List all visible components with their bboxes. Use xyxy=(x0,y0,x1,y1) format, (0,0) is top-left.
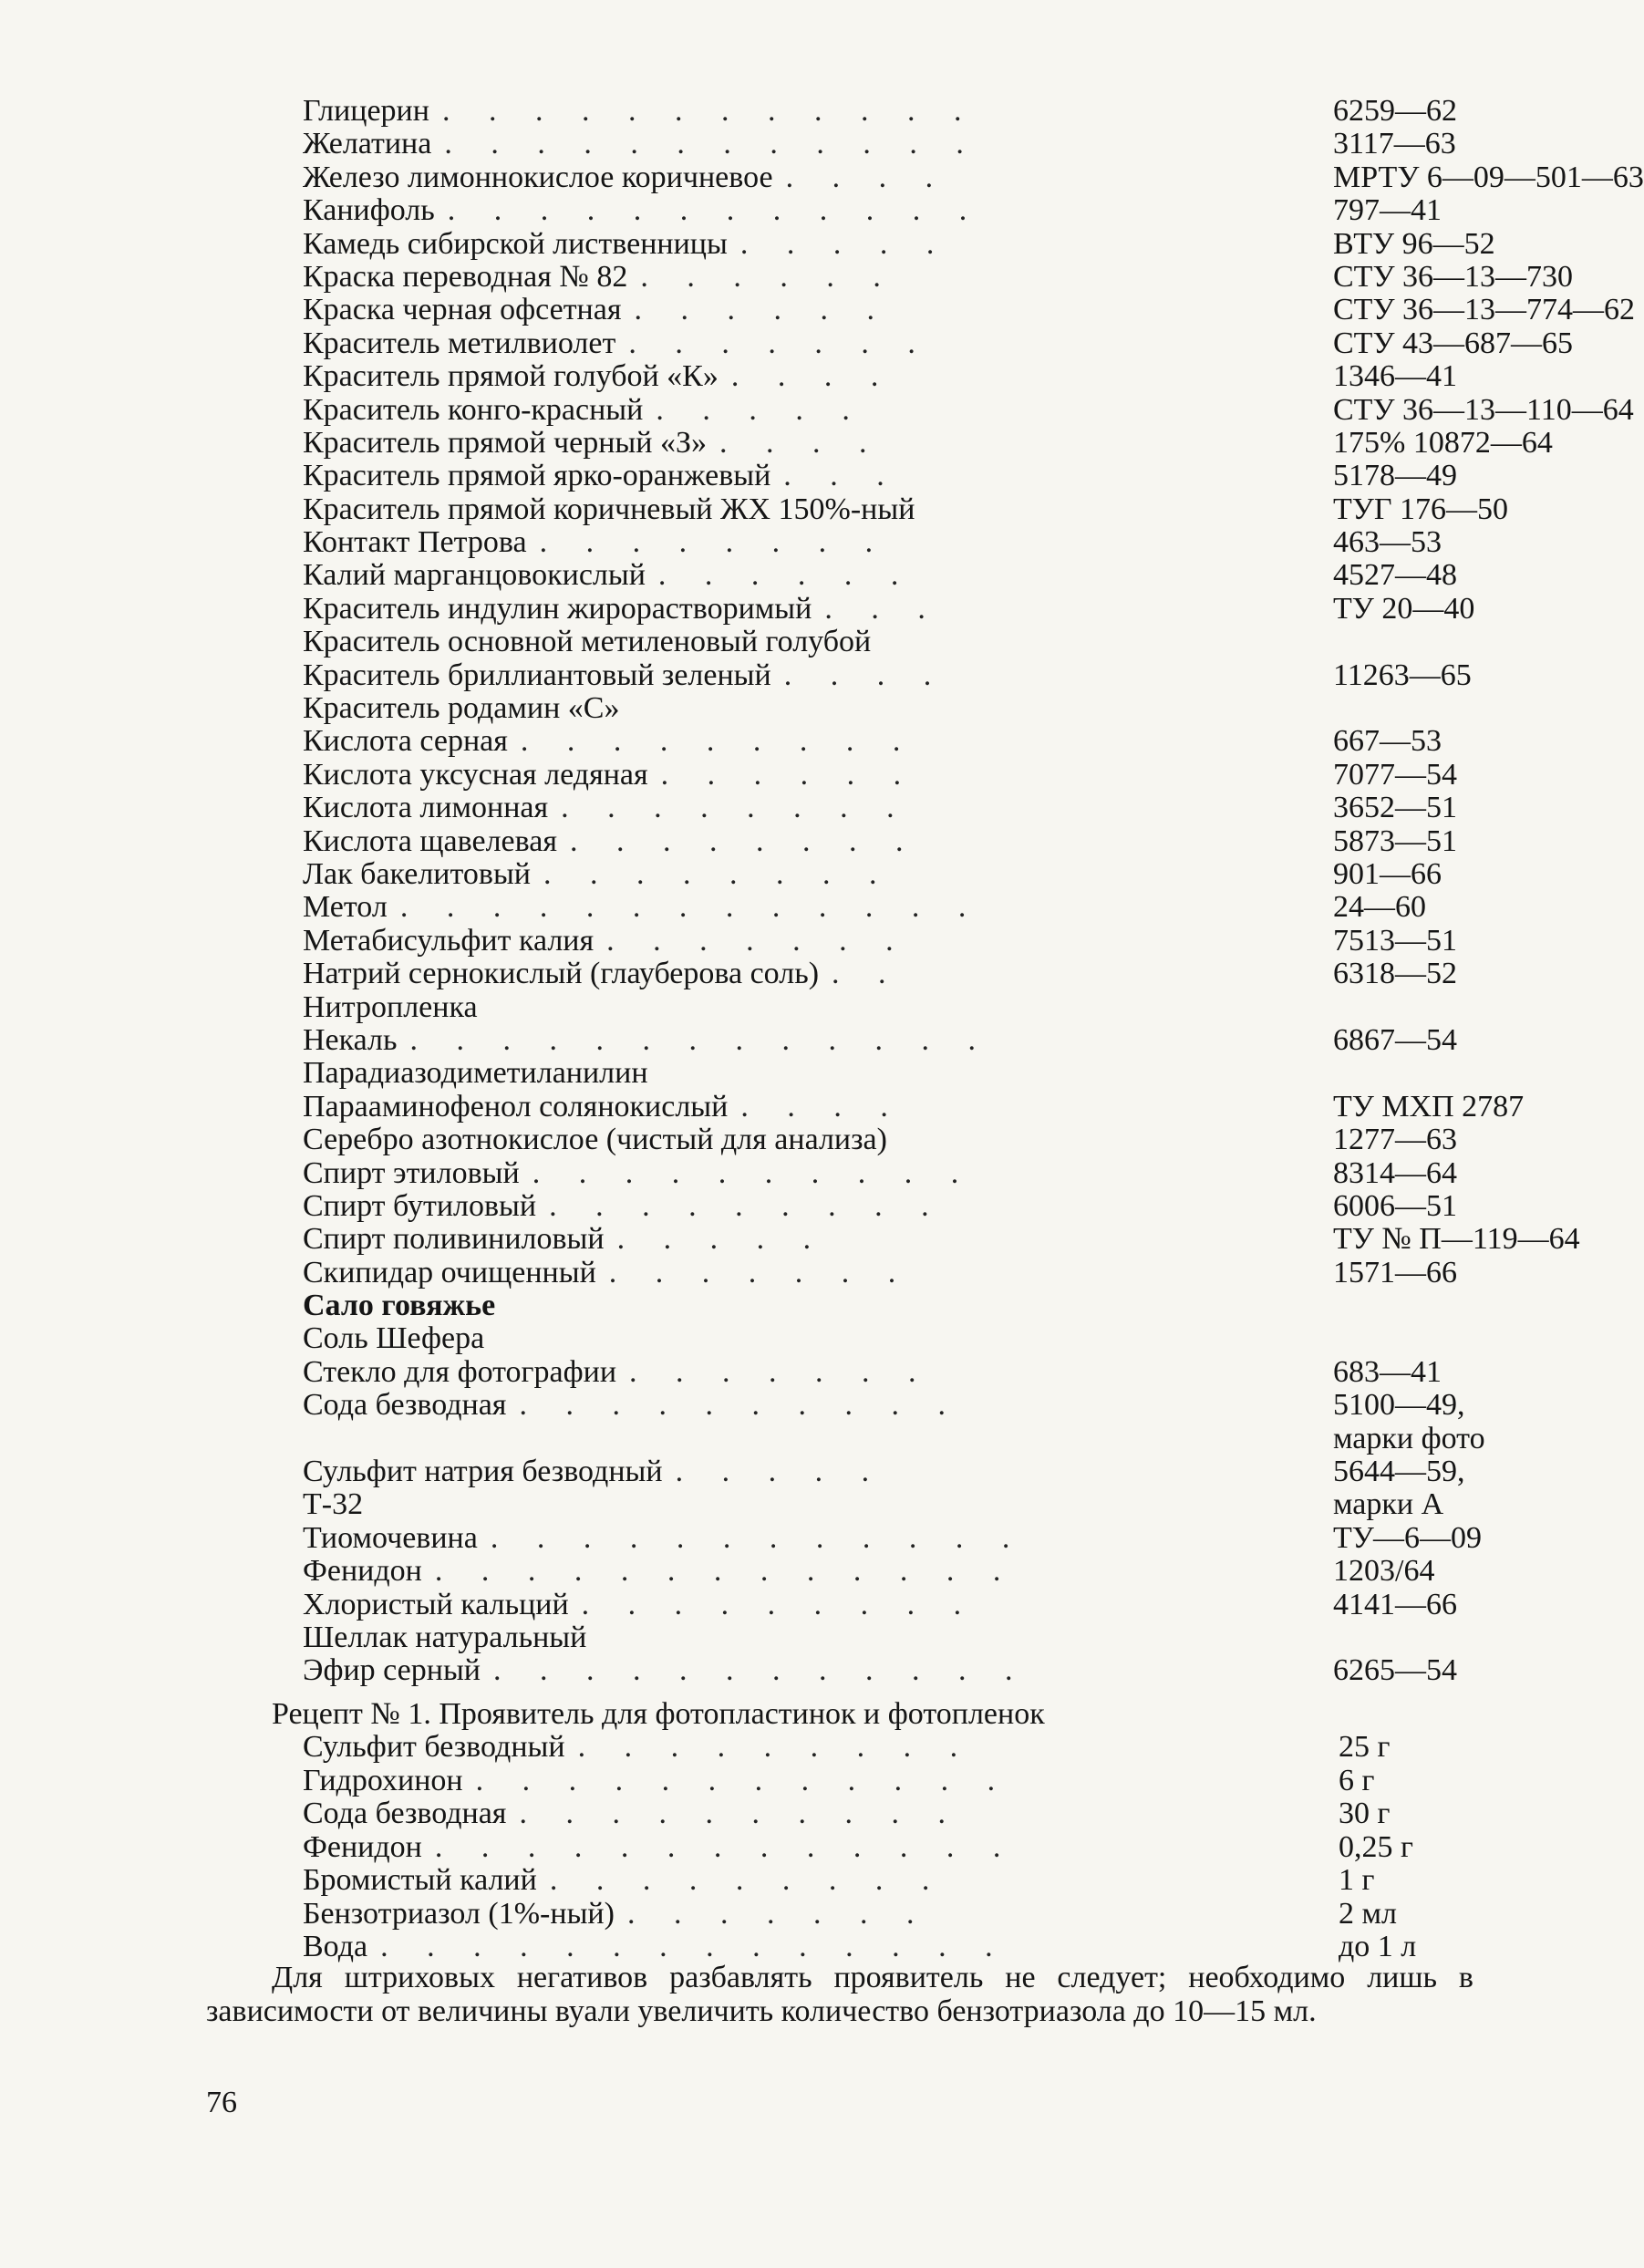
reagent-row xyxy=(303,1322,1470,1355)
dot-leader: . . . . . . . . . . . . . xyxy=(399,890,982,925)
dot-leader: . . xyxy=(832,957,902,991)
reagent-name: Краситель конго-красный xyxy=(303,392,644,427)
reagent-name: Кислота лимонная xyxy=(303,791,549,825)
recipe-ingredient-row xyxy=(303,1930,1417,1964)
reagent-name: Парадиазодиметиланилин xyxy=(303,1056,648,1091)
reagent-name: Краска переводная № 82 xyxy=(303,259,628,294)
reagent-row xyxy=(303,825,1470,858)
reagent-row xyxy=(303,1157,1470,1190)
ingredient-name: Вода xyxy=(303,1930,368,1963)
reagent-row xyxy=(303,1190,1470,1223)
dot-leader: . . . . . . . xyxy=(629,1354,932,1389)
dot-leader: . . . . . . . . . . . . xyxy=(444,127,979,161)
reagent-row xyxy=(303,1257,1470,1289)
reagent-standard: 6006—51 xyxy=(1333,1188,1457,1223)
dot-leader: . . . . . . . . xyxy=(543,856,893,891)
reagent-name: Кислота серная xyxy=(303,724,508,759)
reagent-name: Краситель прямой голубой «К» xyxy=(303,359,719,394)
reagent-standard: 5100—49, xyxy=(1333,1388,1465,1423)
reagent-name: Парааминофенол солянокислый xyxy=(303,1089,729,1124)
dot-leader: . . . . . xyxy=(739,226,950,261)
reagent-standard: СТУ 36—13—774—62 xyxy=(1333,293,1636,327)
reagent-standard: ТУ 20—40 xyxy=(1333,591,1475,626)
dot-leader: . . . . . . . . . . . . . xyxy=(434,1829,1017,1864)
reagent-row xyxy=(303,1057,1470,1090)
reagent-row xyxy=(303,128,1470,161)
reagent-name: Краситель родамин «С» xyxy=(303,691,620,726)
dot-leader: . . . . . . . xyxy=(608,1255,912,1289)
reagent-name: Кислота уксусная ледяная xyxy=(303,757,648,792)
dot-leader: . . . . . . . . . . . . . xyxy=(409,1022,992,1057)
reagent-list xyxy=(303,94,1644,1688)
recipe-ingredient-row xyxy=(303,1896,1397,1931)
reagent-row xyxy=(303,1654,1470,1687)
ingredient-name: Фенидон xyxy=(303,1829,422,1864)
dot-leader: . . . . . . . . xyxy=(561,791,910,825)
reagent-standard: МРТУ 6—09—501—63 xyxy=(1333,160,1644,194)
reagent-standard: 6867—54 xyxy=(1333,1022,1457,1057)
reagent-row xyxy=(303,1621,1470,1654)
reagent-name: Натрий сернокислый (глауберова соль) xyxy=(303,957,820,991)
ingredient-quantity: 2 мл xyxy=(1339,1896,1397,1931)
reagent-row xyxy=(303,360,1470,393)
dot-leader: . . . . . . . . . . . . xyxy=(493,1653,1029,1688)
dot-leader: . . . . . xyxy=(675,1455,885,1489)
reagent-row xyxy=(303,1289,1470,1322)
reagent-row xyxy=(303,1024,1470,1057)
reagent-row xyxy=(303,259,1574,294)
reagent-row xyxy=(303,293,1636,327)
reagent-name: Желатина xyxy=(303,127,432,161)
reagent-row xyxy=(303,425,1553,460)
reagent-standard: ТУ № П—119—64 xyxy=(1333,1222,1580,1257)
reagent-name: Краситель прямой черный «З» xyxy=(303,425,707,460)
reagent-standard: 175% 10872—64 xyxy=(1333,425,1553,460)
reagent-name: Калий марганцовокислый xyxy=(303,558,646,593)
recipe-ingredient-row xyxy=(303,1863,1375,1898)
dot-leader: . . . . . . . . . . xyxy=(532,1155,975,1190)
reagent-standard: ТУ—6—09 xyxy=(1333,1520,1482,1555)
reagent-name: Сульфит натрия безводный xyxy=(303,1455,663,1489)
dot-leader: . . . . . . . . xyxy=(569,823,919,858)
reagent-standard: 3117—63 xyxy=(1333,127,1456,161)
reagent-row xyxy=(303,226,1495,261)
ingredient-name: Гидрохинон xyxy=(303,1763,463,1797)
dot-leader: . . . . . . xyxy=(640,259,896,294)
reagent-row xyxy=(303,392,1634,427)
reagent-standard: 6259—62 xyxy=(1333,94,1457,128)
reagent-standard: СТУ 36—13—730 xyxy=(1333,259,1574,294)
dot-leader: . . . . . . . . . . . . . xyxy=(434,1554,1017,1589)
ingredient-quantity: до 1 л xyxy=(1339,1930,1417,1963)
reagent-standard: 683—41 xyxy=(1333,1354,1442,1389)
reagent-row xyxy=(303,194,1470,227)
reagent-standard: 1346—41 xyxy=(1333,359,1457,394)
recipe-ingredient-list xyxy=(303,1730,1417,1964)
dot-leader: . . . . xyxy=(785,160,949,194)
ingredient-quantity: 25 г xyxy=(1339,1730,1391,1764)
dot-leader: . . . . . . xyxy=(634,293,890,327)
dot-leader: . . . . xyxy=(740,1089,904,1124)
recipe-ingredient-row xyxy=(303,1829,1413,1865)
reagent-name: Канифоль xyxy=(303,193,435,228)
reagent-row xyxy=(303,1488,1470,1521)
dot-leader: . . . . . . . xyxy=(606,923,909,958)
reagent-standard: ТУ МХП 2787 xyxy=(1333,1089,1525,1124)
reagent-name: Нитропленка xyxy=(303,989,478,1024)
reagent-row xyxy=(303,792,1470,824)
reagent-standard: 5873—51 xyxy=(1333,823,1457,858)
usage-note xyxy=(206,1961,1473,2028)
dot-leader: . . . . xyxy=(719,425,883,460)
reagent-name: Эфир серный xyxy=(303,1653,481,1688)
dot-leader: . . . . . . . xyxy=(626,1896,930,1931)
reagent-row xyxy=(303,526,1470,559)
reagent-name: Краситель прямой ярко-оранжевый xyxy=(303,459,771,493)
reagent-name: Краситель основной метиленовый голубой xyxy=(303,625,872,659)
reagent-name: Кислота щавелевая xyxy=(303,823,557,858)
reagent-row xyxy=(303,1389,1470,1422)
reagent-row xyxy=(303,858,1470,891)
dot-leader: . . . . . . . . . xyxy=(549,1863,946,1897)
reagent-name: Серебро азотнокислое (чистый для анализа) xyxy=(303,1123,887,1157)
reagent-standard: 4527—48 xyxy=(1333,558,1457,593)
dot-leader: . . . . . . . . . xyxy=(520,724,916,759)
reagent-name: Соль Шефера xyxy=(303,1321,485,1356)
reagent-standard: 24—60 xyxy=(1333,890,1426,925)
reagent-standard: 667—53 xyxy=(1333,724,1442,759)
ingredient-quantity: 6 г xyxy=(1339,1763,1375,1797)
reagent-row xyxy=(303,160,1644,194)
reagent-name: Краситель индулин жирорастворимый xyxy=(303,591,812,626)
reagent-row xyxy=(303,725,1470,758)
reagent-row xyxy=(303,460,1470,492)
usage-note-text: Для штриховых негативов разбавлять проявитель не следует; необходимо лишь в зависимости от величины вуали увеличить количество бензотриазола до 10—15 мл. xyxy=(206,1961,1473,2028)
reagent-row xyxy=(303,626,1470,658)
dot-leader: . . . . . . . . . . xyxy=(519,1797,961,1830)
reagent-standard: 901—66 xyxy=(1333,856,1442,891)
dot-leader: . . . . . . . . . . xyxy=(519,1388,961,1423)
reagent-name: Сода безводная xyxy=(303,1388,507,1423)
dot-leader: . . . . . . . . xyxy=(539,525,889,560)
reagent-standard: СТУ 36—13—110—64 xyxy=(1333,392,1634,427)
reagent-name: Железо лимоннокислое коричневое xyxy=(303,160,773,194)
dot-leader: . . . . . . . . . . . . xyxy=(475,1763,1011,1797)
reagent-row xyxy=(303,591,1475,626)
reagent-name: Спирт этиловый xyxy=(303,1155,520,1190)
dot-leader: . . . . . xyxy=(656,392,865,427)
reagent-name: Некаль xyxy=(303,1022,398,1057)
reagent-name: Краситель метилвиолет xyxy=(303,326,616,360)
reagent-name: Спирт поливиниловый xyxy=(303,1222,605,1257)
reagent-name: Сало говяжье xyxy=(303,1289,496,1323)
reagent-standard: 5644—59, xyxy=(1333,1455,1465,1489)
reagent-standard: 11263—65 xyxy=(1333,658,1472,692)
reagent-row xyxy=(303,958,1470,990)
reagent-row xyxy=(303,1589,1470,1621)
ingredient-quantity: 1 г xyxy=(1339,1863,1375,1897)
ingredient-quantity: 30 г xyxy=(1339,1797,1391,1830)
dot-leader: . . . . . . . . . xyxy=(581,1587,977,1621)
dot-leader: . . . . xyxy=(730,359,894,394)
dot-leader: . . . . . . . . . . . . xyxy=(490,1520,1026,1555)
dot-leader: . . . . . . . . . xyxy=(549,1188,945,1223)
reagent-standard: СТУ 43—687—65 xyxy=(1333,326,1574,360)
dot-leader: . . . . . . . . . . . . . . xyxy=(380,1930,1008,1963)
dot-leader: . . . . . . . . . . . . xyxy=(447,193,983,228)
reagent-standard: 463—53 xyxy=(1333,525,1442,560)
reagent-name: Камедь сибирской лиственницы xyxy=(303,226,728,261)
reagent-row xyxy=(303,1520,1482,1555)
reagent-name: Краситель бриллиантовый зеленый xyxy=(303,658,771,692)
reagent-name: Контакт Петрова xyxy=(303,525,527,560)
dot-leader: . . . . . . . . . xyxy=(577,1730,974,1764)
ingredient-name: Сода безводная xyxy=(303,1797,507,1830)
reagent-standard: 7513—51 xyxy=(1333,923,1457,958)
reagent-standard: 5178—49 xyxy=(1333,459,1457,493)
reagent-name: Стекло для фотографии xyxy=(303,1354,617,1389)
recipe-ingredient-row xyxy=(303,1730,1391,1765)
reagent-name: Метол xyxy=(303,890,388,925)
reagent-name: Шеллак натуральный xyxy=(303,1620,587,1654)
dot-leader: . . . xyxy=(783,459,900,493)
reagent-row xyxy=(303,759,1470,792)
dot-leader: . . . xyxy=(824,591,941,626)
reagent-name: Фенидон xyxy=(303,1554,422,1589)
reagent-name: Хлористый кальций xyxy=(303,1587,569,1621)
reagent-standard: марки А xyxy=(1333,1487,1444,1522)
reagent-standard: 1277—63 xyxy=(1333,1123,1457,1157)
reagent-row xyxy=(303,326,1574,360)
reagent-row xyxy=(303,1455,1470,1488)
dot-leader: . . . . . . xyxy=(660,757,917,792)
ingredient-name: Бромистый калий xyxy=(303,1863,537,1897)
reagent-row xyxy=(303,1555,1470,1588)
reagent-standard: ТУГ 176—50 xyxy=(1333,492,1508,526)
reagent-standard: 1203/64 xyxy=(1333,1554,1435,1589)
ingredient-name: Сульфит безводный xyxy=(303,1730,565,1764)
reagent-row xyxy=(303,1222,1580,1257)
reagent-name: Краситель прямой коричневый ЖХ 150%-ный xyxy=(303,492,915,526)
reagent-name: Спирт бутиловый xyxy=(303,1188,537,1223)
ingredient-quantity: 0,25 г xyxy=(1339,1829,1413,1864)
reagent-row xyxy=(303,559,1470,592)
reagent-name: Т-32 xyxy=(303,1487,364,1522)
reagent-standard: 3652—51 xyxy=(1333,791,1457,825)
reagent-standard: 1571—66 xyxy=(1333,1255,1457,1289)
reagent-row xyxy=(303,492,1508,526)
reagent-row xyxy=(303,891,1470,924)
recipe-ingredient-row xyxy=(303,1797,1391,1831)
reagent-row xyxy=(303,692,1470,725)
reagent-row xyxy=(303,1421,1485,1455)
ingredient-name: Бензотриазол (1%-ный) xyxy=(303,1896,615,1931)
reagent-row xyxy=(303,991,1470,1024)
reagent-standard: 8314—64 xyxy=(1333,1155,1457,1190)
reagent-row xyxy=(303,95,1470,128)
reagent-name: Лак бакелитовый xyxy=(303,856,531,891)
reagent-standard: 6318—52 xyxy=(1333,957,1457,991)
recipe-title: Рецепт № 1. Проявитель для фотопластинок и фотопленок xyxy=(272,1697,1045,1731)
reagent-name: Тиомочевина xyxy=(303,1520,478,1555)
reagent-standard: 4141—66 xyxy=(1333,1587,1457,1621)
reagent-standard: марки фото xyxy=(1333,1421,1485,1455)
reagent-name: Метабисульфит калия xyxy=(303,923,595,958)
dot-leader: . . . . . . . . . . . . xyxy=(441,94,977,128)
dot-leader: . . . . . . xyxy=(657,558,915,593)
reagent-name: Глицерин xyxy=(303,94,429,128)
reagent-row xyxy=(303,1089,1525,1124)
reagent-name: Краска черная офсетная xyxy=(303,293,622,327)
reagent-standard: 6265—54 xyxy=(1333,1653,1457,1688)
reagent-standard: 7077—54 xyxy=(1333,757,1457,792)
reagent-name: Скипидар очищенный xyxy=(303,1255,596,1289)
recipe-ingredient-row xyxy=(303,1763,1375,1798)
reagent-standard: 797—41 xyxy=(1333,193,1442,228)
reagent-row xyxy=(303,659,1470,692)
page-number: 76 xyxy=(206,2086,237,2119)
dot-leader: . . . . xyxy=(783,658,947,692)
dot-leader: . . . . . . . xyxy=(628,326,931,360)
dot-leader: . . . . . xyxy=(616,1222,827,1257)
reagent-row xyxy=(303,925,1470,958)
reagent-row xyxy=(303,1356,1470,1389)
reagent-row xyxy=(303,1124,1470,1156)
reagent-standard: ВТУ 96—52 xyxy=(1333,226,1495,261)
